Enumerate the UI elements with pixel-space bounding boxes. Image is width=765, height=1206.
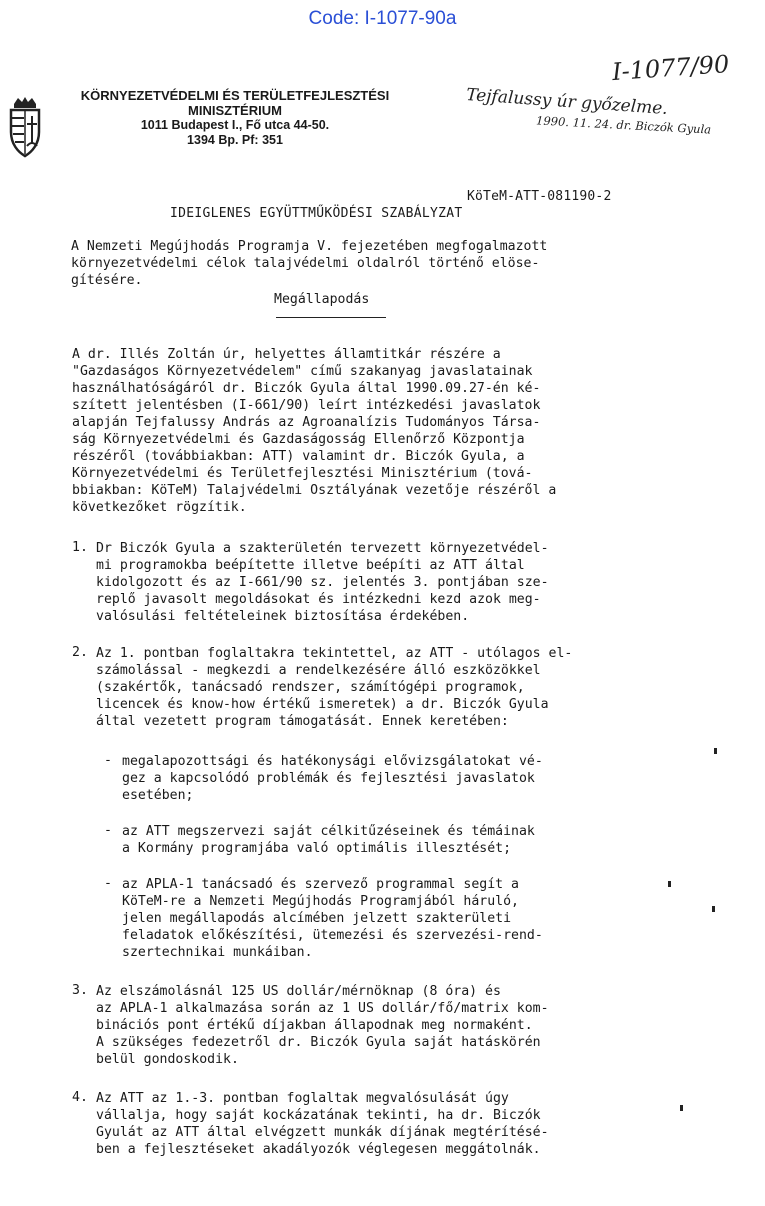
item-line: Gyulát az ATT által elvégzett munkák díjának megtérítésé- — [96, 1125, 549, 1140]
paragraph-line: alapján Tejfalussy András az Agroanalízis Tudományos Társa- — [72, 415, 541, 430]
subitem-line: KöTeM-re a Nemzeti Megújhodás Programjából háruló, — [122, 894, 519, 909]
intro-line: gítésére. — [71, 273, 143, 288]
item-line: Az ATT az 1.-3. pontban foglaltak megvalósulását úgy — [96, 1091, 509, 1106]
agreement-title-underline — [276, 317, 386, 318]
ministry-address-line2: 1394 Bp. Pf: 351 — [187, 133, 283, 147]
item-3-text — [96, 983, 626, 1068]
paragraph-line: szített jelentésben (I-661/90) leírt intézkedési javaslatok — [72, 398, 541, 413]
item-line: számolással - megkezdi a rendelkezésére álló eszközökkel — [96, 663, 541, 678]
main-paragraph — [72, 346, 617, 516]
paragraph-line: A dr. Illés Zoltán úr, helyettes államtitkár részére a — [72, 347, 501, 362]
item-line: licencek és know-how értékű ismeretek) a dr. Biczók Gyula — [96, 697, 549, 712]
item-line: Dr Biczók Gyula a szakterületén tervezett környezetvédel- — [96, 541, 549, 556]
subitem-dash: - — [104, 753, 112, 768]
subitem-line: az ATT megszervezi saját célkitűzéseinek és témáinak — [122, 824, 535, 839]
item-line: ben a fejlesztéseket akadályozók véglegesen meggátolnák. — [96, 1142, 541, 1157]
subitem-line: feladatok előkészítési, ütemezési és szervezési-rend- — [122, 928, 543, 943]
item-2-text — [96, 645, 626, 730]
paragraph-line: ság Környezetvédelmi és Gazdaságosság Ellenőrző Központja — [72, 432, 525, 447]
paragraph-line: következőket rögzítik. — [72, 500, 247, 515]
item-line: az APLA-1 alkalmazása során az 1 US dollár/fő/matrix kom- — [96, 1001, 549, 1016]
paragraph-line: Környezetvédelmi és Területfejlesztési Minisztérium (tová- — [72, 466, 533, 481]
item-line: által vezetett program támogatását. Ennek keretében: — [96, 714, 509, 729]
subitem-line: gez a kapcsolódó problémák és fejlesztési javaslatok — [122, 771, 535, 786]
item-number: 4. — [72, 1090, 88, 1105]
item-number: 1. — [72, 540, 88, 555]
item-line: belül gondoskodik. — [96, 1052, 239, 1067]
item-line: Az elszámolásnál 125 US dollár/mérnöknap (8 óra) és — [96, 984, 501, 999]
item-1-text — [96, 540, 626, 625]
scan-speck — [680, 1105, 683, 1111]
subitem-3-text — [122, 876, 612, 961]
document-reference: KöTeM-ATT-081190-2 — [467, 189, 612, 204]
subitem-dash: - — [104, 823, 112, 838]
item-line: replő javasolt megoldásokat és intézkedni kezd azok meg- — [96, 592, 541, 607]
item-line: A szükséges fedezetről dr. Biczók Gyula saját hatáskörén — [96, 1035, 541, 1050]
paragraph-line: "Gazdaságos Környezetvédelem" című szakanyag javaslatainak — [72, 364, 533, 379]
scan-speck — [668, 881, 671, 887]
subitem-dash: - — [104, 876, 112, 891]
item-line: (szakértők, tanácsadó rendszer, számítógépi programok, — [96, 680, 525, 695]
scan-speck — [712, 906, 715, 912]
agreement-title: Megállapodás — [274, 292, 370, 307]
paragraph-line: bbiakban: KöTeM) Talajvédelmi Osztályának vezetője részéről a — [72, 483, 557, 498]
item-number: 3. — [72, 983, 88, 998]
item-line: mi programokba beépítette illetve beépíti az ATT által — [96, 558, 525, 573]
handwritten-date-signature: 1990. 11. 24. dr. Biczók Gyula — [535, 113, 712, 137]
intro-line: A Nemzeti Megújhodás Programja V. fejezetében megfogalmazott — [71, 239, 548, 254]
subitem-1-text — [122, 753, 612, 804]
subitem-line: az APLA-1 tanácsadó és szervező programmal segít a — [122, 877, 519, 892]
item-4-text — [96, 1090, 626, 1158]
intro-line: környezetvédelmi célok talajvédelmi oldalról történő elöse- — [71, 256, 540, 271]
subitem-line: szertechnikai munkáiban. — [122, 945, 313, 960]
subitem-2-text — [122, 823, 612, 857]
document-code-label: Code: I-1077-90a — [308, 8, 457, 29]
subitem-line: esetében; — [122, 788, 194, 803]
item-line: Az 1. pontban foglaltakra tekintettel, az ATT - utólagos el- — [96, 646, 573, 661]
paragraph-line: részéről (továbbiakban: ATT) valamint dr. Biczók Gyula, a — [72, 449, 525, 464]
ministry-address-line1: 1011 Budapest I., Fő utca 44-50. — [140, 118, 330, 132]
ministry-name-line1: KÖRNYEZETVÉDELMI ÉS TERÜLETFEJLESZTÉSI — [80, 88, 390, 103]
item-line: binációs pont értékű díjakban állapodnak meg normaként. — [96, 1018, 533, 1033]
paragraph-line: használhatóságáról dr. Biczók Gyula által 1990.09.27-én ké- — [72, 381, 541, 396]
intro-text — [71, 238, 641, 289]
handwritten-reference: I-1077/90 — [611, 49, 731, 87]
subitem-line: jelen megállapodás alcímében jelzett szakterületi — [122, 911, 512, 926]
coat-of-arms-icon — [6, 96, 44, 158]
item-line: vállalja, hogy saját kockázatának tekinti, ha dr. Biczók — [96, 1108, 541, 1123]
ministry-letterhead — [50, 88, 420, 148]
document-title: IDEIGLENES EGYÜTTMŰKÖDÉSI SZABÁLYZAT — [170, 206, 463, 221]
scan-speck — [714, 748, 717, 754]
subitem-line: megalapozottsági és hatékonysági elővizsgálatokat vé- — [122, 754, 543, 769]
item-line: valósulási feltételeinek biztosítása érdekében. — [96, 609, 470, 624]
item-line: kidolgozott és az I-661/90 sz. jelentés 3. pontjában sze- — [96, 575, 549, 590]
item-number: 2. — [72, 645, 88, 660]
subitem-line: a Kormány programjába való optimális illesztését; — [122, 841, 512, 856]
ministry-name-line2: MINISZTÉRIUM — [188, 103, 282, 118]
handwritten-note: Tejfalussy úr győzelme. — [465, 84, 669, 120]
